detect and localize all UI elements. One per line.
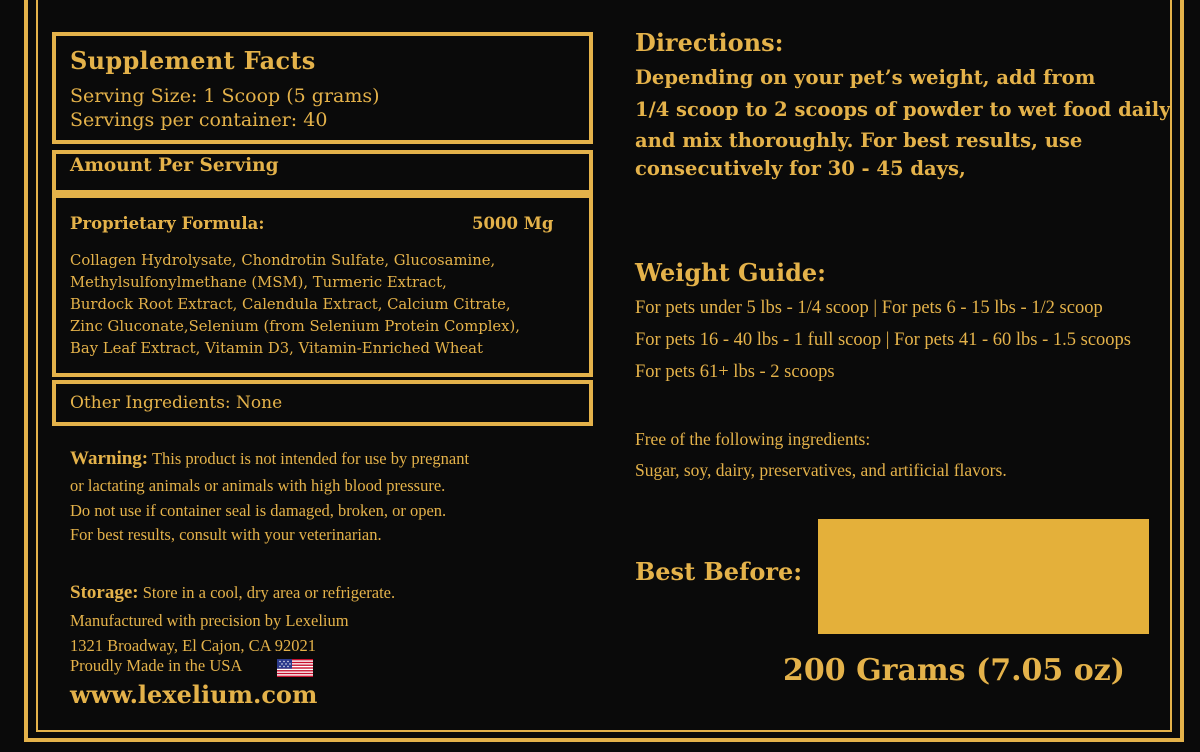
warning-line: For best results, consult with your veterinarian.	[70, 525, 382, 544]
directions-line: 1/4 scoop to 2 scoops of powder to wet food daily	[635, 98, 1171, 121]
other-ingredients: Other Ingredients: None	[70, 393, 283, 413]
warning-line	[70, 448, 469, 470]
ingredients-line: Zinc Gluconate,Selenium (from Selenium Protein Complex),	[70, 318, 521, 335]
servings-per-container: Servings per container: 40	[70, 109, 328, 131]
storage-line	[70, 582, 395, 604]
weight-guide-line: For pets 61+ lbs - 2 scoops	[635, 362, 835, 382]
warning-label: Warning:	[70, 448, 149, 469]
directions-line: consecutively for 30 - 45 days,	[635, 157, 966, 180]
directions-line: and mix thoroughly. For best results, use	[635, 129, 1083, 152]
made-in-usa: Proudly Made in the USA	[70, 656, 243, 675]
warning-line: or lactating animals or animals with high blood pressure.	[70, 476, 446, 495]
storage-text: Store in a cool, dry area or refrigerate.	[138, 583, 396, 602]
ingredients-line: Bay Leaf Extract, Vitamin D3, Vitamin-Enriched Wheat	[70, 340, 483, 357]
weight-guide-title: Weight Guide:	[635, 258, 827, 287]
best-before-box	[818, 519, 1149, 634]
manufacturer-line: Manufactured with precision by Lexelium	[70, 611, 349, 630]
usa-flag-icon	[277, 659, 313, 677]
ingredients-line: Collagen Hydrolysate, Chondrotin Sulfate, Glucosamine,	[70, 252, 496, 269]
supplement-facts-title: Supplement Facts	[70, 46, 316, 75]
website: www.lexelium.com	[70, 680, 318, 709]
ingredients-line: Burdock Root Extract, Calendula Extract, Calcium Citrate,	[70, 296, 511, 313]
warning-line: Do not use if container seal is damaged, broken, or open.	[70, 501, 447, 520]
directions-title: Directions:	[635, 28, 784, 57]
storage-label: Storage:	[70, 582, 139, 603]
free-of-list: Sugar, soy, dairy, preservatives, and artificial flavors.	[635, 460, 1007, 480]
serving-size: Serving Size: 1 Scoop (5 grams)	[70, 85, 380, 107]
directions-line: Depending on your pet’s weight, add from	[635, 66, 1096, 89]
manufacturer-address: 1321 Broadway, El Cajon, CA 92021	[70, 636, 316, 655]
amount-per-serving-label: Amount Per Serving	[70, 155, 279, 176]
ingredients-line: Methylsulfonylmethane (MSM), Turmeric Extract,	[70, 274, 447, 291]
weight-guide-line: For pets under 5 lbs - 1/4 scoop | For pets 6 - 15 lbs - 1/2 scoop	[635, 298, 1103, 318]
proprietary-formula-amount: 5000 Mg	[472, 214, 554, 233]
weight-guide-line: For pets 16 - 40 lbs - 1 full scoop | For pets 41 - 60 lbs - 1.5 scoops	[635, 330, 1131, 350]
free-of-title: Free of the following ingredients:	[635, 429, 871, 449]
net-weight: 200 Grams (7.05 oz)	[783, 653, 1125, 688]
proprietary-formula-label: Proprietary Formula:	[70, 214, 265, 233]
warning-text: This product is not intended for use by pregnant	[148, 449, 470, 468]
best-before-label: Best Before:	[635, 557, 803, 586]
